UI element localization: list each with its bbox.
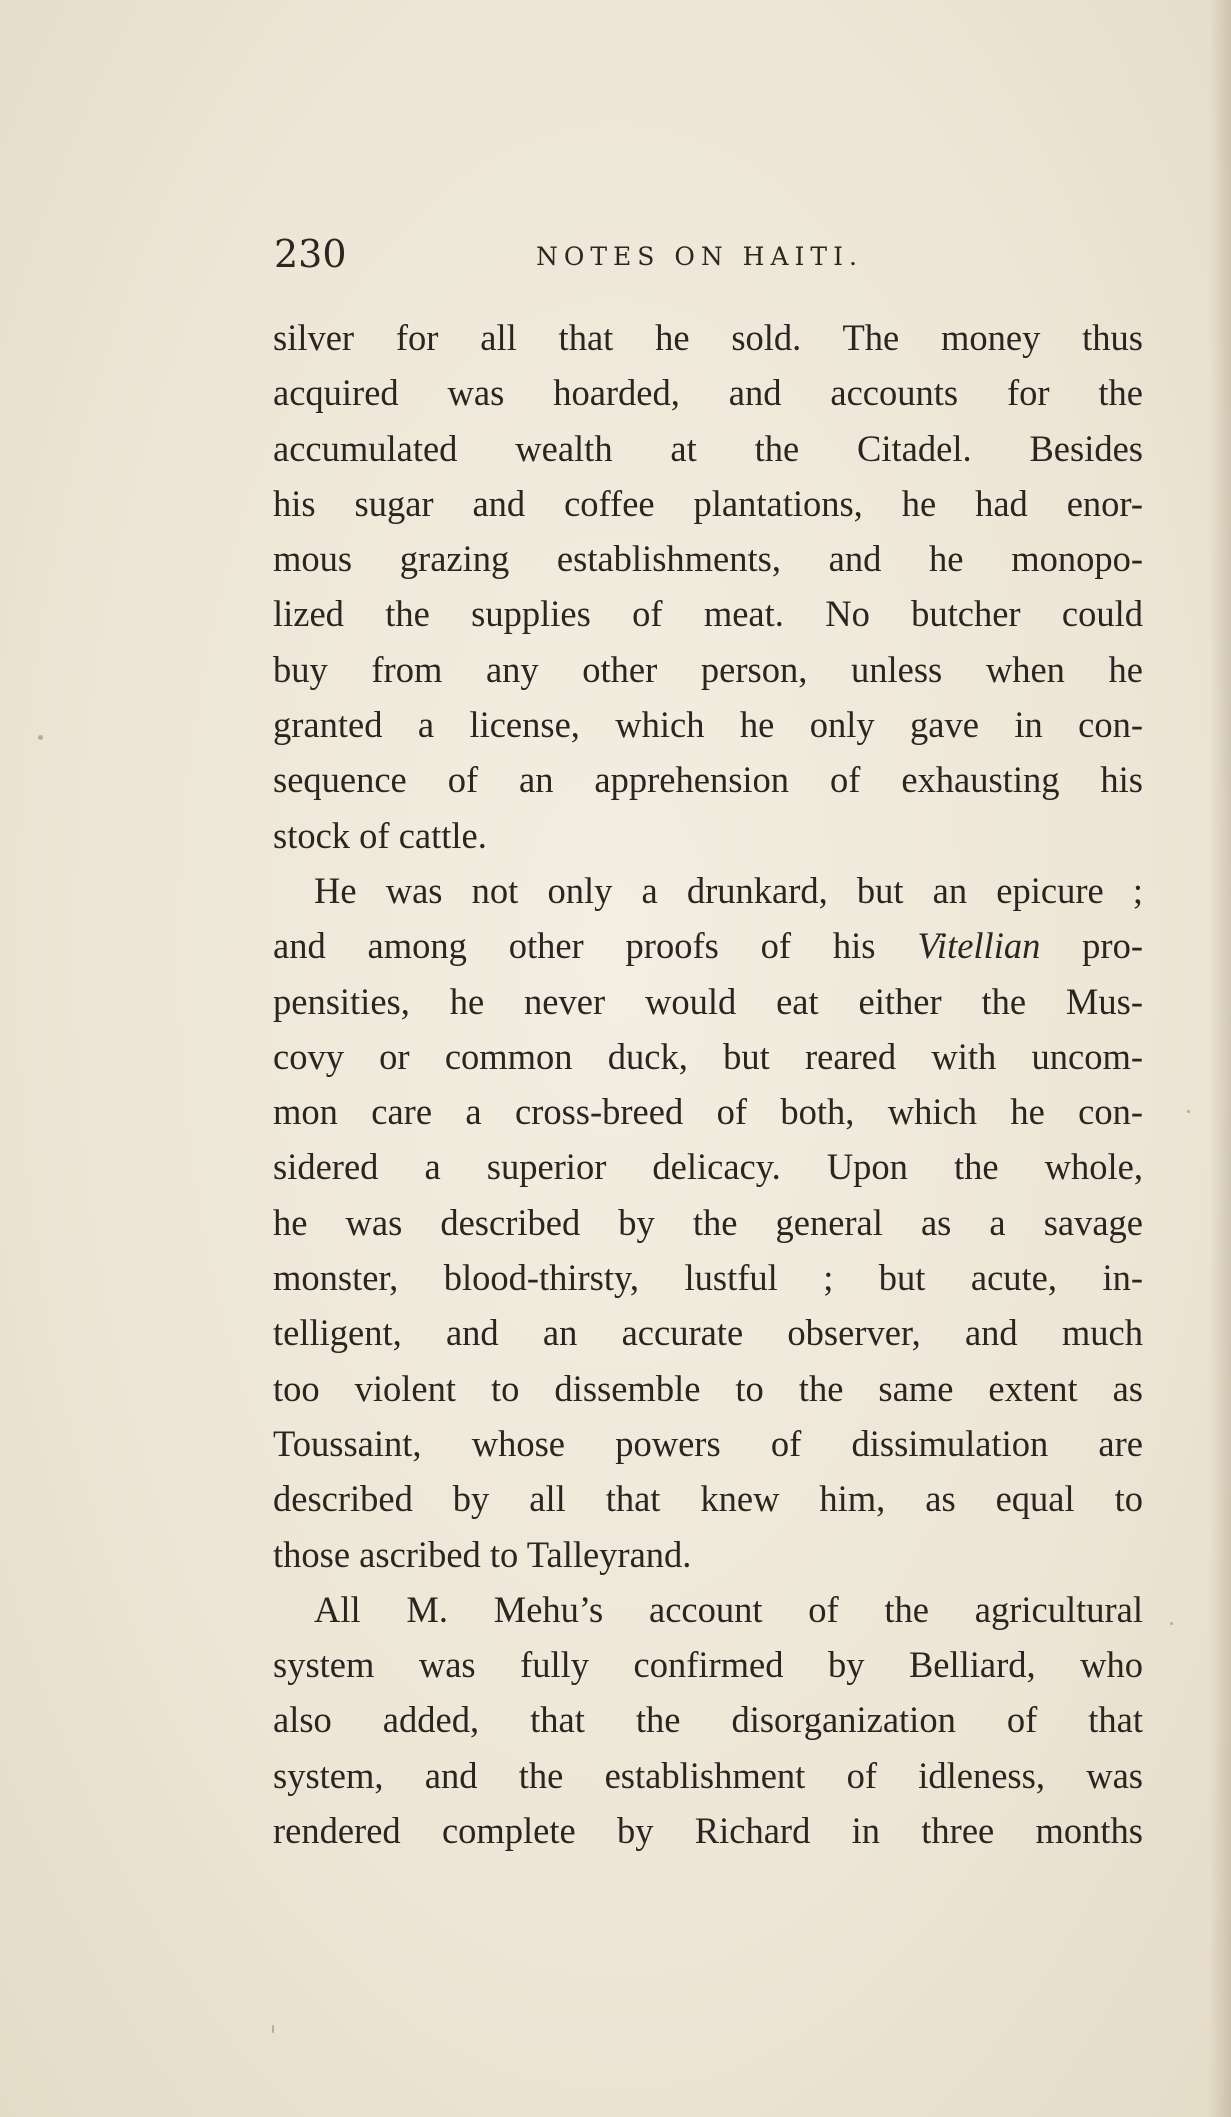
- text-line: rendered complete by Richard in three months: [273, 1810, 1143, 1852]
- italic-word: Vitellian: [917, 925, 1041, 967]
- text-segment: and among other proofs of his: [273, 925, 918, 967]
- paper-speck: [1170, 1622, 1173, 1625]
- text-line: silver for all that he sold. The money thus: [273, 317, 1143, 358]
- text-line: system, and the establishment of idleness, was: [273, 1754, 1143, 1796]
- text-line: All M. Mehu’s account of the agricultural: [314, 1588, 1143, 1630]
- text-line: too violent to dissemble to the same extent as: [273, 1367, 1143, 1409]
- text-line: he was described by the general as a savage: [273, 1201, 1143, 1243]
- text-line: also added, that the disorganization of that: [273, 1699, 1143, 1741]
- body-text: [273, 310, 1143, 1858]
- text-line: mon care a cross-breed of both, which he con-: [273, 1091, 1143, 1133]
- paper-speck: [272, 2025, 274, 2033]
- text-line: pensities, he never would eat either the Mus-: [273, 980, 1143, 1022]
- text-line: covy or common duck, but reared with uncom-: [273, 1035, 1143, 1077]
- text-line: granted a license, which he only gave in con-: [273, 704, 1143, 746]
- paper-speck: [1187, 1110, 1190, 1113]
- text-line: those ascribed to Talleyrand.: [273, 1533, 692, 1575]
- page-header: [274, 232, 1154, 292]
- text-line: Toussaint, whose powers of dissimulation are: [273, 1422, 1143, 1464]
- text-line: buy from any other person, unless when he: [273, 648, 1143, 690]
- text-line: accumulated wealth at the Citadel. Besides: [273, 427, 1143, 469]
- text-line: lized the supplies of meat. No butcher could: [273, 593, 1143, 635]
- text-line: his sugar and coffee plantations, he had enor-: [273, 482, 1143, 524]
- text-line-with-italic: [273, 918, 1143, 973]
- text-line: sidered a superior delicacy. Upon the whole,: [273, 1146, 1143, 1188]
- text-segment: pro-: [1040, 925, 1143, 967]
- text-line: sequence of an apprehension of exhausting his: [273, 759, 1143, 801]
- paper-speck: [38, 735, 43, 740]
- text-line: stock of cattle.: [273, 814, 487, 856]
- page-edge-shadow: [1209, 0, 1231, 2117]
- running-title: NOTES ON HAITI.: [536, 242, 863, 271]
- text-line: He was not only a drunkard, but an epicure ;: [314, 869, 1143, 911]
- text-line: system was fully confirmed by Belliard, who: [273, 1644, 1143, 1686]
- text-line: described by all that knew him, as equal to: [273, 1478, 1143, 1520]
- text-line: acquired was hoarded, and accounts for the: [273, 372, 1143, 414]
- text-line: telligent, and an accurate observer, and much: [273, 1312, 1143, 1354]
- text-line: monster, blood-thirsty, lustful ; but acute, in-: [273, 1257, 1143, 1299]
- text-line: mous grazing establishments, and he monopo-: [273, 538, 1143, 580]
- page-number: 230: [274, 232, 347, 276]
